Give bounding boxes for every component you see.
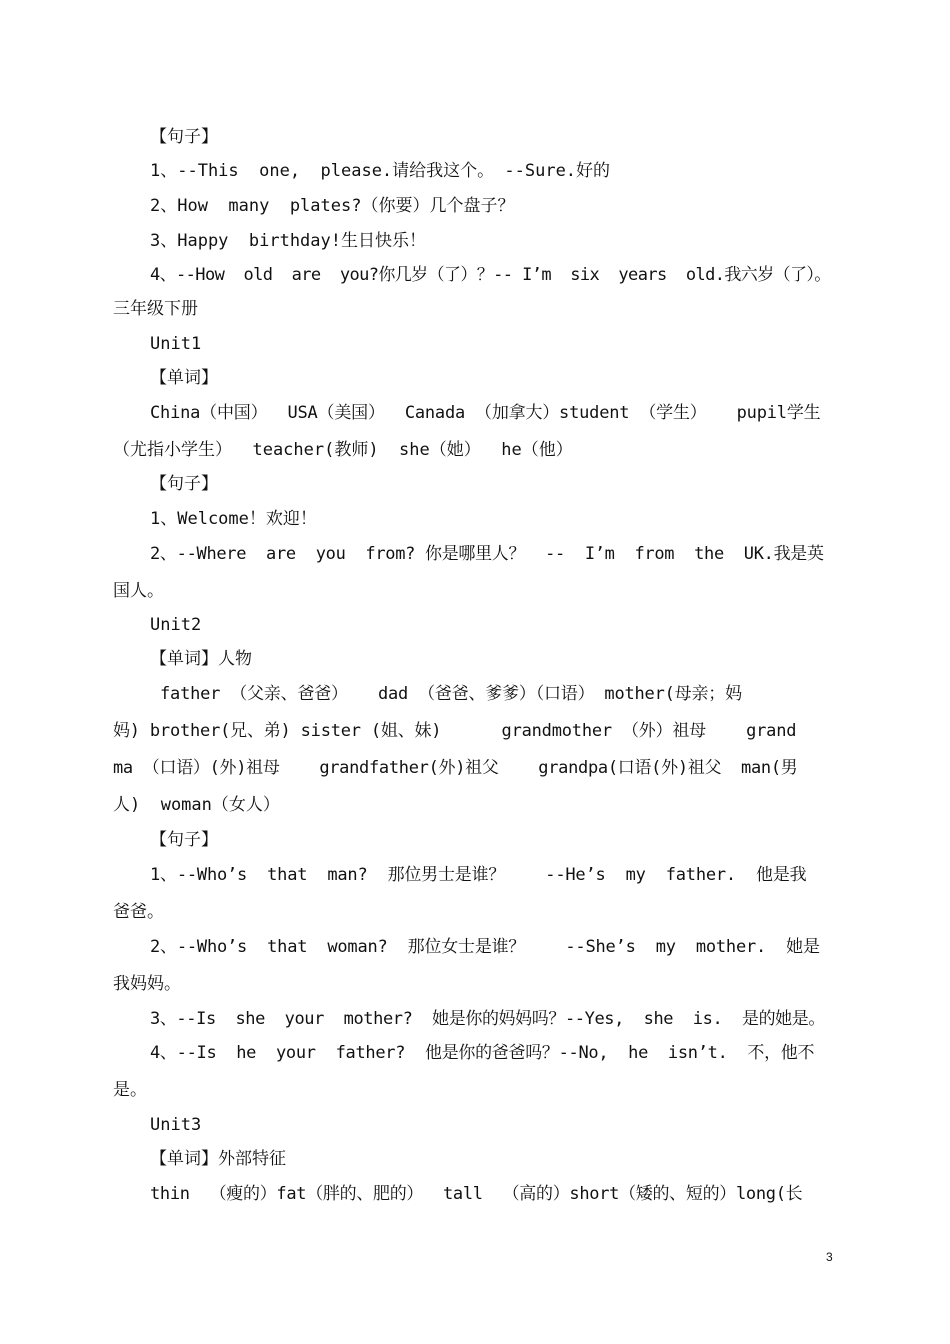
sentence-line: 国人。	[113, 581, 164, 601]
word-line: China（中国） USA（美国） Canada （加拿大）student （学生） pupil学生	[150, 403, 821, 423]
sentence-line: 2、--Where are you from? 你是哪里人？ -- I’m from the UK.我是英	[150, 544, 824, 564]
sentence-line: 是。	[113, 1080, 147, 1100]
sentence-line: 我妈妈。	[113, 974, 181, 994]
word-line: （尤指小学生） teacher(教师) she（她） he（他）	[113, 440, 573, 460]
unit-title: Unit3	[150, 1115, 202, 1135]
heading-sentences: 【句子】	[150, 474, 218, 494]
sentence-line: 4、--Is he your father? 他是你的爸爸吗？--No, he isn’t. 不，他不	[150, 1043, 815, 1063]
word-line: 人) woman（女人）	[113, 795, 280, 815]
word-line: thin （瘦的）fat（胖的、肥的） tall （高的）short（矮的、短的）long(长	[150, 1184, 803, 1204]
sentence-line: 4、--How old are you?你几岁（了）？-- I’m six years old.我六岁（了）。	[150, 265, 831, 285]
word-line: ma （口语）(外)祖母 grandfather(外)祖父 grandpa(口语(外)祖父 man(男	[113, 758, 798, 778]
word-line: father （父亲、爸爸） dad （爸爸、爹爹）（口语） mother(母亲；妈	[160, 684, 742, 704]
sentence-line: 爸爸。	[113, 902, 164, 922]
heading-words: 【单词】人物	[150, 649, 252, 669]
sentence-line: 3、Happy birthday!生日快乐！	[150, 231, 426, 251]
sentence-line: 1、--Who’s that man? 那位男士是谁？ --He’s my father. 他是我	[150, 865, 807, 885]
unit-title: Unit1	[150, 334, 202, 354]
sentence-line: 1、--This one, please.请给我这个。 --Sure.好的	[150, 161, 611, 181]
sentence-line: 2、How many plates?（你要）几个盘子？	[150, 196, 515, 216]
sentence-line: 1、Welcome！欢迎！	[150, 509, 317, 529]
word-line: 妈) brother(兄、弟) sister (姐、妹) grandmother （外）祖母 grand	[113, 721, 797, 741]
sentence-line: 2、--Who’s that woman? 那位女士是谁？ --She’s my mother. 她是	[150, 937, 820, 957]
heading-sentences: 【句子】	[150, 830, 218, 850]
heading-words: 【单词】	[150, 368, 218, 388]
heading-sentences: 【句子】	[150, 127, 218, 147]
heading-words: 【单词】外部特征	[150, 1149, 286, 1169]
section-title: 三年级下册	[113, 299, 198, 319]
unit-title: Unit2	[150, 615, 202, 635]
sentence-line: 3、--Is she your mother? 她是你的妈妈吗？--Yes, she is. 是的她是。	[150, 1009, 825, 1029]
page-number: 3	[826, 1250, 833, 1264]
